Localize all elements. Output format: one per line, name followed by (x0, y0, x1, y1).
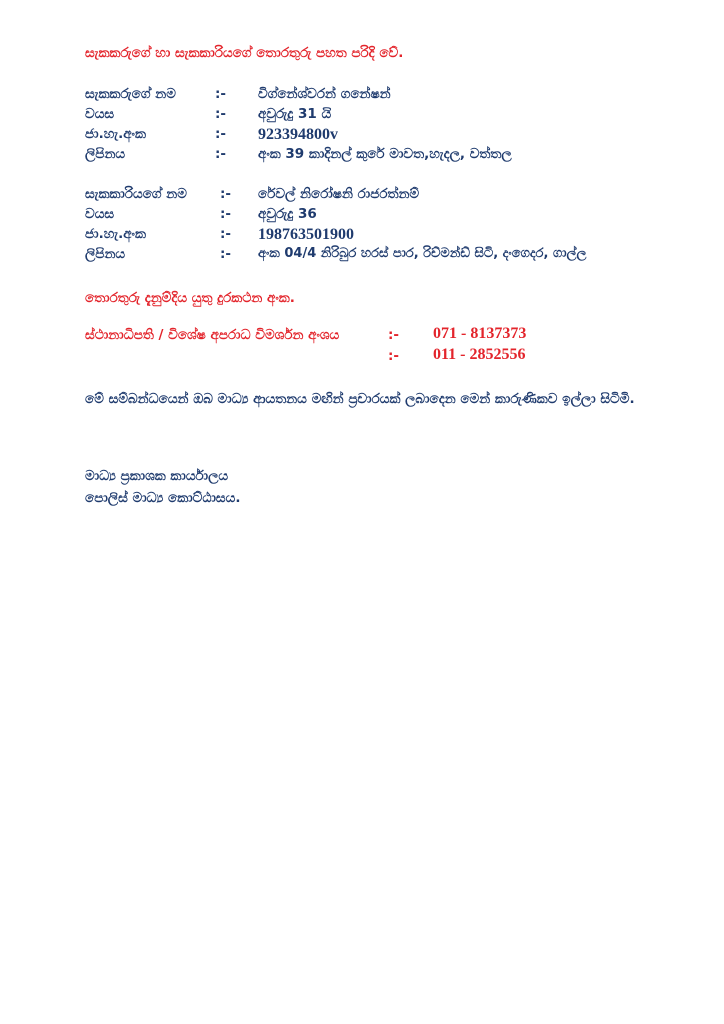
separator: :- (220, 246, 232, 262)
suspect-female-address: අංක 04/4 නිරිබුර හරස් පාර, රිච්මන්ඩ් සිටි, දංගෙදර, ගාල්ල (258, 246, 587, 261)
contact-phone-1: 071 - 8137373 (433, 325, 527, 342)
suspects-heading: සැකකරුගේ හා සැකකාරියගේ තොරතුරු පහත පරිදි වේ. (85, 45, 404, 61)
contact-phone-2: 011 - 2852556 (433, 346, 526, 363)
separator: :- (215, 86, 227, 102)
suspect-male-nic-label: ජා.හැ.අංක (85, 126, 146, 142)
suspect-male-name: විග්නේශ්වරන් ගනේෂන් (258, 86, 391, 102)
request-paragraph: මේ සම්බන්ධයෙන් ඔබ මාධ්‍ය ආයතනය මඟින් ප්‍රචාරයක් ලබාදෙන මෙන් කාරුණිකව ඉල්ලා සිටිමි. (85, 391, 635, 407)
separator: :- (215, 146, 227, 162)
contact-office: ස්ථානාධිපති / විශේෂ අපරාධ විමර්ශන අංශය (85, 327, 340, 343)
suspect-male-address-label: ලිපිනය (85, 146, 126, 162)
suspect-female-name: රේවල් නිරෝෂනි රාජරත්නම් (258, 186, 420, 202)
separator: :- (220, 206, 232, 222)
separator: :- (220, 226, 232, 242)
separator: :- (388, 348, 400, 364)
signature-office: මාධ්‍ය ප්‍රකාශක කාර්යාලය (85, 468, 229, 484)
suspect-female-age-label: වයස (85, 206, 115, 222)
suspect-female-nic-label: ජා.හැ.අංක (85, 226, 146, 242)
contact-heading: තොරතුරු දැනුම්දිය යුතු දුරකථන අංක. (85, 290, 295, 306)
suspect-male-age-label: වයස (85, 106, 115, 122)
separator: :- (215, 126, 227, 142)
suspect-male-age: අවුරුදු 31 යි (258, 106, 332, 122)
separator: :- (215, 106, 227, 122)
signature-division: පොලිස් මාධ්‍ය කොට්ඨාසය. (85, 490, 241, 506)
separator: :- (220, 186, 232, 202)
suspect-female-name-label: සැකකාරියගේ නම (85, 186, 187, 202)
separator: :- (388, 327, 400, 343)
suspect-female-address-label: ලිපිනය (85, 246, 126, 262)
suspect-male-nic: 923394800v (258, 126, 338, 143)
suspect-male-address: අංක 39 කාදිනල් කුරේ මාවත,හැදල, වත්තල (258, 146, 512, 162)
suspect-female-nic: 198763501900 (258, 226, 354, 243)
suspect-male-name-label: සැකකරුගේ නම (85, 86, 176, 102)
suspect-female-age: අවුරුදු 36 (258, 206, 317, 222)
